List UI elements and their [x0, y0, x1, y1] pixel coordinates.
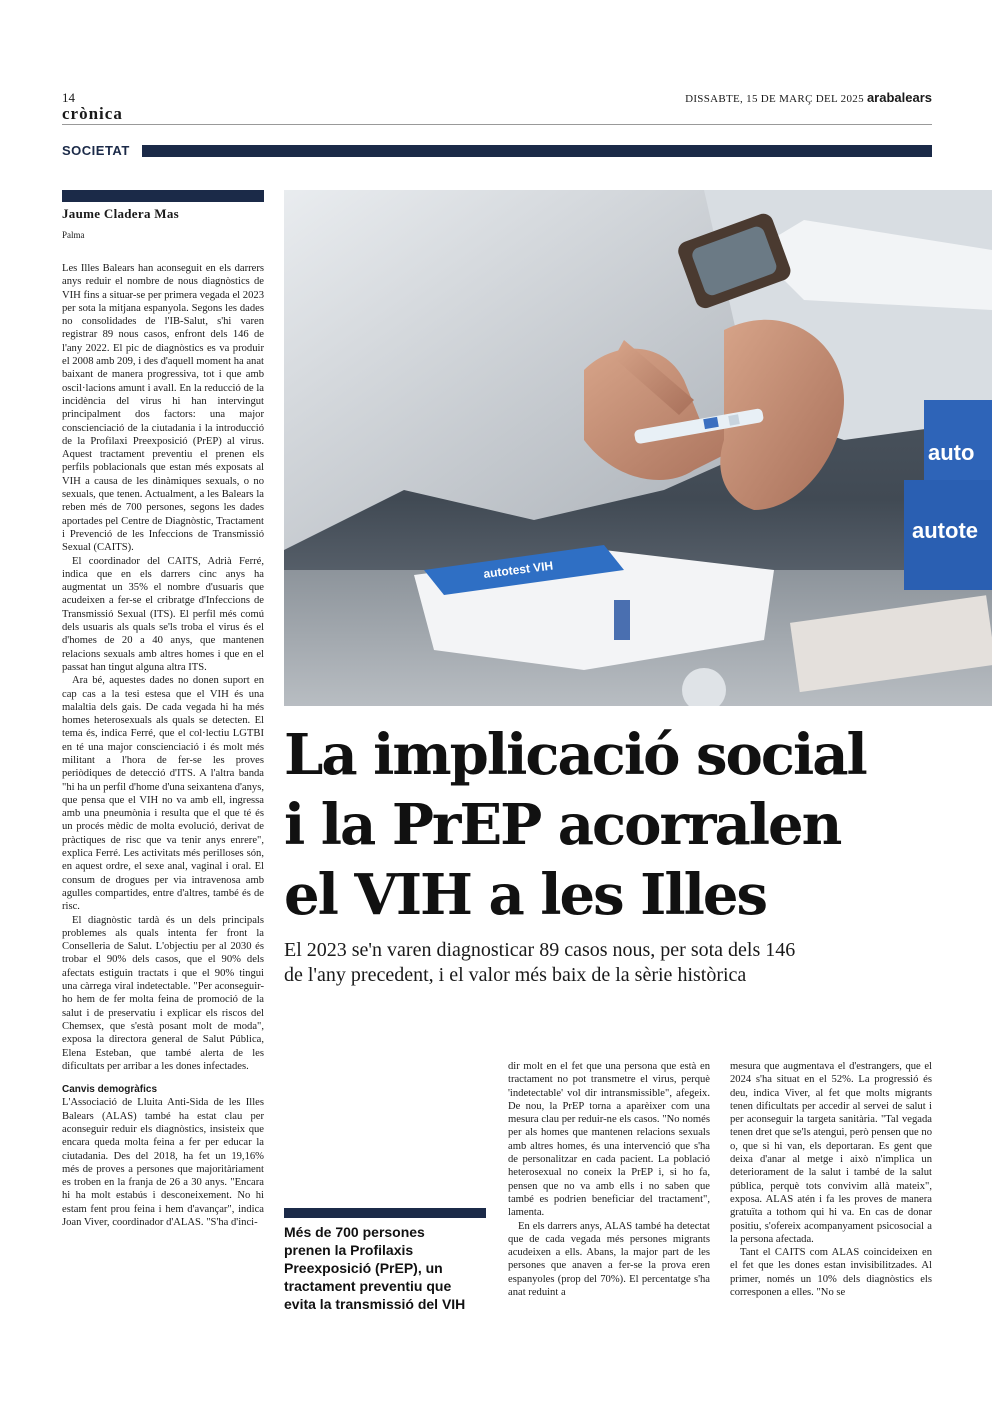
- pull-quote-text: [284, 1223, 486, 1313]
- category-label: SOCIETAT: [62, 143, 140, 159]
- article-column-3: [730, 1060, 932, 1299]
- brand-logo: arabalears: [866, 90, 932, 105]
- photo-box-label: autote: [912, 518, 978, 543]
- col1-paragraph: L'Associació de Lluita Anti-Sida de les Illes Balears (ALAS) també ha estat clau per aconseguir reduir els diagnòstics, insisteix que encara queda molta feina a fer per educar la ciutadania. Des del 2018, ha fet un 19,16% més de proves a persones que majoritàriament es troben en la franja de 26 a 30 anys. "Encara hi ha molt estabús i desconeixement. No hi estam fent prou feina i hem d'avançar", indica Joan Viver, coordinador d'ALAS. "S'ha d'inci-: [62, 1097, 264, 1229]
- col1-paragraph: El coordinador del CAITS, Adrià Ferré, indica que en els darrers cinc anys ha augmentat un 35% el nombre d'usuaris que acudeixen a fer-se el cribratge d'Infeccions de Transmissió Sexual (ITS). El perfil més comú dels usuaris als quals se'ls troba el virus és el d'homes de 20 a 40 anys, que mantenen relacions sexuals amb altres homes i que en el passat han tingut alguna altra ITS.: [62, 555, 264, 673]
- col2-paragraph: En els darrers anys, ALAS també ha detectat que de cada vegada més persones migrants acudeixen a ells. Abans, la major part de les persones que anaven a fer-se la prova eren espanyoles (prop del 70%). El percentatge s'ha anat reduint a: [508, 1220, 710, 1299]
- section-name: crònica: [62, 104, 123, 123]
- category-bar: [62, 143, 932, 159]
- col1-paragraph: Les Illes Balears han aconseguit en els darrers anys reduir el nombre de nous diagnòstics de VIH fins a situar-se per primera vegada el 2023 per sota la mitjana espanyola. Segons les dades no consolidades de l'IB-Salut, s'hi varen registrar 89 nous casos, enfront dels 146 de l'any 2022. El pic de diagnòstics es va produir el 2008 amb 209, i des d'aquell moment ha anat baixant de manera progressiva, tot i que amb oscil·lacions amunt i avall. En la reducció de la incidència del virus hi han intervingut principalment dos factors: una major conscienciació de la ciutadania i la introducció de la Profilaxi Preexposició (PrEP) al virus. Aquest tractament preventiu el prenen els perfils poblacionals que estan més exposats al VIH a causa de les dinàmiques sexuals, o no sexuals, que tenen. Actualment, a les Balears la reben més de 700 persones, segons les dades aportades pel Centre de Diagnòstic, Tractament i Prevenció de les Infeccions de Transmissió Sexual (CAITS).: [62, 263, 264, 554]
- issue-date: DISSABTE, 15 DE MARÇ DEL 2025: [685, 93, 864, 105]
- page-number: 14: [62, 90, 75, 105]
- byline-author: Jaume Cladera Mas: [62, 206, 180, 221]
- pull-quote: [284, 1208, 486, 1310]
- col1-paragraph: Ara bé, aquestes dades no donen suport en cap cas a la tesi estesa que el VIH és una malaltia dels gais. De cada vegada hi ha més homes heterosexuals als quals se detecten. El tema és, indica Ferré, que el col·lectiu LGTBI en té una major conscienciació i és molt més militant a l'hora de fer-se les proves periòdiques de detecció d'ITS. A l'altra banda "hi ha un perfil d'home d'una seixantena d'anys, que pensa que el VIH no va amb ell, ingressa amb una pneumònia i resulta que el que té és un procés mèdic de molta evolució, derivat de pràctiques de risc que va tenir anys enrere", explica Ferré. Les activitats més perilloses són, en aquest ordre, el sexe anal, vaginal i oral. El consum de drogues per via intravenosa amb agulles compartides, entre d'altres, també és de risc.: [62, 675, 264, 913]
- photo-box-label: autotest VIH: [482, 558, 554, 581]
- headline-line: i la PrEP acorralen: [284, 792, 841, 858]
- headline-line: el VIH a les Illes: [284, 862, 767, 928]
- pull-quote-bar: [284, 1208, 486, 1218]
- category-rule: [142, 145, 932, 157]
- subheading: Canvis demogràfics: [62, 1084, 158, 1096]
- col2-paragraph: dir molt en el fet que una persona que està en tractament no pot transmetre el virus, perquè 'indetectable' vol dir intransmissible", afegeix. De nou, la PrEP torna a aparèixer com una mesura clau per reduir-ne els casos. "No només per als homes que mantenen relacions sexuals amb altres homes, és una intervenció que s'ha de personalitzar en cada pacient. La població heterosexual no coneix la PrEP i, si ho fa, pensen que no va amb ells i no saben que també es podrien beneficiar del tractament", lamenta.: [508, 1061, 710, 1219]
- pull-quote-line: prenen la Profilaxis: [284, 1242, 414, 1258]
- standfirst-line: de l'any precedent, i el valor més baix de la sèrie històrica: [284, 964, 747, 986]
- article-column-1: [62, 262, 264, 1229]
- pull-quote-line: tractament preventiu que: [284, 1278, 452, 1294]
- headline-line: La implicació social: [284, 722, 866, 788]
- pull-quote-line: evita la transmissió del VIH: [284, 1296, 466, 1312]
- pull-quote-line: Més de 700 persones: [284, 1224, 425, 1240]
- article-photo: [284, 190, 992, 706]
- article-column-2: [508, 1060, 710, 1299]
- byline-bar: [62, 190, 264, 202]
- header-rule: [62, 124, 932, 125]
- col1-paragraph: El diagnòstic tardà és un dels principals problemes als quals intenta fer front la Conselleria de Salut. L'objectiu per al 2030 és trobar el 90% dels casos, que el 90% dels afectats estiguin tractats i que el 90% tingui una càrrega viral indetectable. "Per aconseguir-ho hem de fer molta feina de promoció de la salut i de preservatiu i explicar els riscos del Chemsex, que s'està posant molt de moda", exposa la directora general de Salut Pública, Elena Esteban, que també alerta de les dificultats per arribar a les dones infectades.: [62, 914, 264, 1072]
- col3-paragraph: Tant el CAITS com ALAS coincideixen en el fet que les dones estan invisibilitzades. Al primer, només un 10% dels diagnòstics els corresponen a elles. "No se: [730, 1247, 932, 1299]
- standfirst: [284, 938, 934, 988]
- pull-quote-line: Preexposició (PrEP), un: [284, 1260, 443, 1276]
- dateline: [685, 90, 932, 105]
- headline: [284, 720, 984, 930]
- col3-paragraph: mesura que augmentava el d'estrangers, que el 2024 s'ha situat en el 52%. La progressió és deu, indica Viver, al fet que molts migrants tenen dificultats per accedir al servei de salut i per aconseguir la targeta sanitària. "Tal vegada tenen dret que se'ls atengui, però pensen que no o, que si hi van, els deportaran. Es gent que deixa d'anar al metge i això n'implica un deteriorament de la salut i també de la salut pública, perquè tots convivim allà mateix", exposa. ALAS atén i fa les proves de manera gratuïta a tothom qui hi va. En cas de donar positiu, s'ofereix acompanyament psicosocial a la persona afectada.: [730, 1061, 932, 1245]
- byline-place: Palma: [62, 230, 85, 240]
- standfirst-line: El 2023 se'n varen diagnosticar 89 casos nous, per sota dels 146: [284, 939, 796, 961]
- photo-box-label: auto: [928, 440, 975, 465]
- photo-hiv-self-test: [284, 190, 992, 706]
